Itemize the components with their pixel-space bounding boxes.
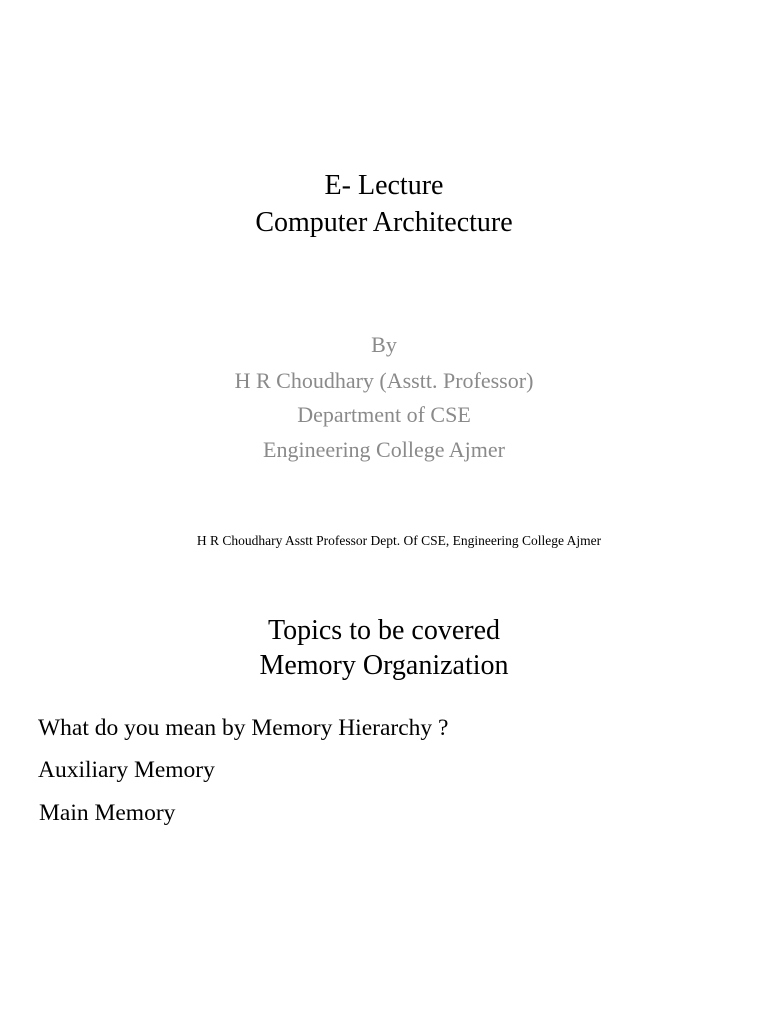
topics-heading: Topics to be covered	[267, 615, 501, 646]
lecture-title: E- Lecture	[324, 170, 444, 201]
topics-subheading: Memory Organization	[259, 650, 509, 681]
by-label: By	[371, 332, 397, 357]
author-name: H R Choudhary (Asstt. Professor)	[234, 368, 534, 393]
topic-item-auxiliary-memory: Auxiliary Memory	[38, 757, 215, 783]
topic-item-main-memory: Main Memory	[39, 800, 176, 826]
topic-item-memory-hierarchy: What do you mean by Memory Hierarchy ?	[38, 715, 449, 741]
department-name: Department of CSE	[297, 402, 471, 427]
slide-footer: H R Choudhary Asstt Professor Dept. Of CSE, Engineering College Ajmer	[196, 533, 602, 548]
course-title: Computer Architecture	[255, 207, 513, 238]
college-name: Engineering College Ajmer	[263, 437, 505, 462]
